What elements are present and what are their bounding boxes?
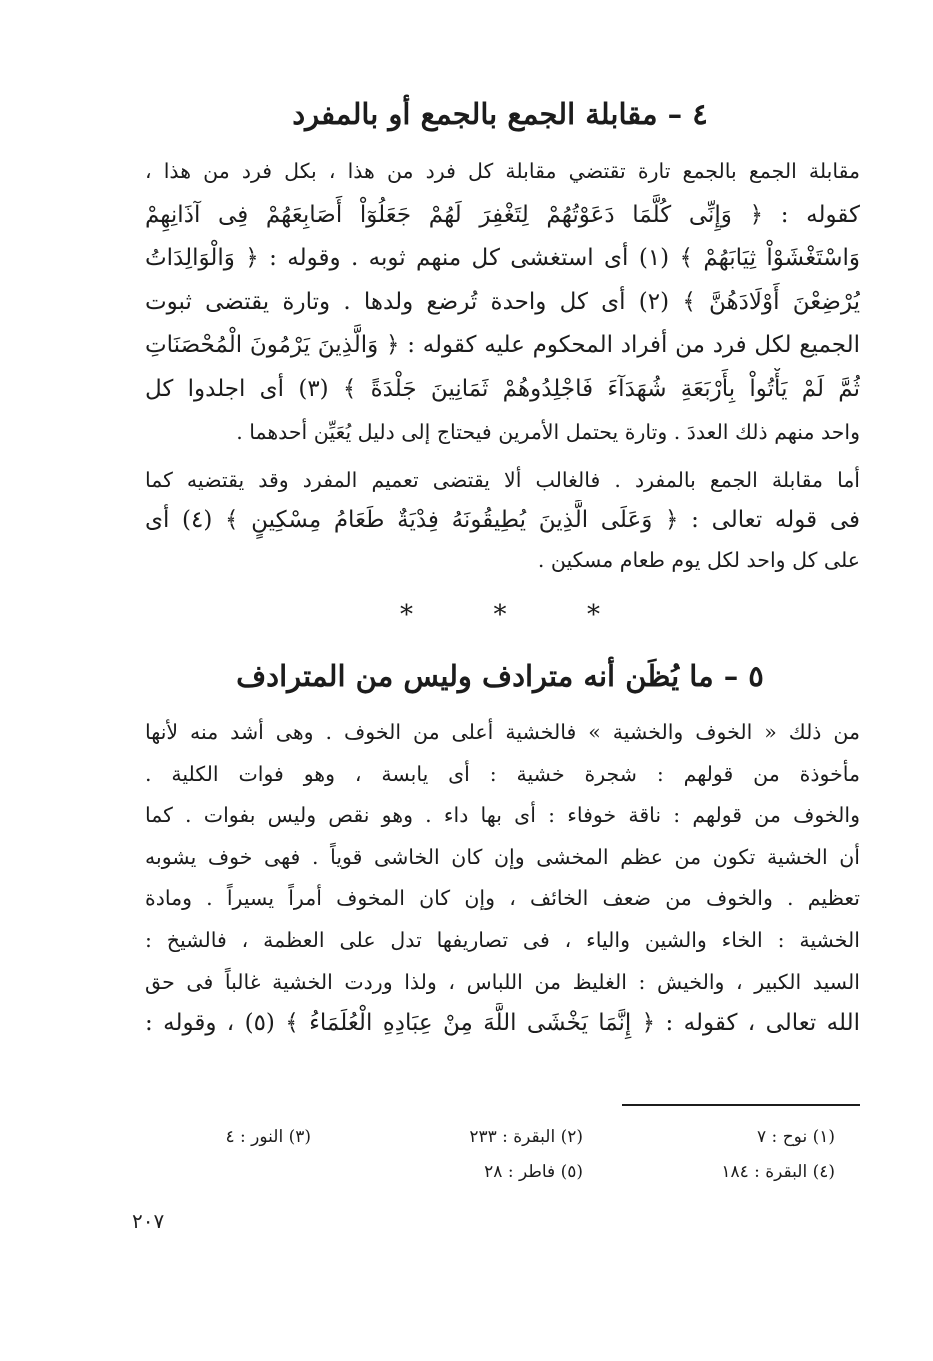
- text-line: على كل واحد لكل يوم طعام مسكين .: [537, 548, 860, 572]
- footnote-2: (٢) البقرة : ٢٣٣: [469, 1127, 583, 1147]
- text-line: مأخوذة من قولهم : شجرة خشية : أى يابسة ، وهو فوات الكلية .: [145, 761, 860, 786]
- text-line: الخشية : الخاء والشين والياء ، فى تصاريفها تدل على العظمة ، فالشيخ :: [145, 927, 860, 952]
- text-line: والخوف من قولهم : ناقة خوفاء : أى بها داء . وهو نقص وليس بفوات . كما: [145, 803, 860, 828]
- section-4-heading: ٤ – مقابلة الجمع بالجمع أو بالمفرد: [292, 97, 708, 131]
- text-line: واحد منهم ذلك العددَ . وتارة يحتمل الأمرين فيحتاج إلى دليل يُعَيِّن أحدهما .: [236, 420, 860, 444]
- text-line: أما مقابلة الجمع بالمفرد . فالغالب ألا يقتضى تعميم المفرد وقد يقتضيه كما: [145, 468, 860, 492]
- asterisk-ornament: *: [400, 600, 413, 630]
- section-5-heading: ٥ – ما يُظَن أنه مترادف وليس من المترادف: [236, 659, 764, 693]
- section-4-paragraph-1: [145, 150, 860, 455]
- text-line: تعظيم . والخوف من ضعف الخائف ، وإن كان المخوف أمراً يسيراً . ومادة: [145, 886, 860, 911]
- footnote-4: (٤) البقرة : ١٨٤: [721, 1162, 835, 1182]
- section-4-paragraph-2: [145, 460, 860, 580]
- footnote-divider: [622, 1104, 860, 1106]
- asterisk-ornament: *: [587, 600, 600, 630]
- text-line: ثُمَّ لَمْ يَأْتُواْ بِأَرْبَعَةِ شُهَدَآءَ فَاجْلِدُوهُمْ ثَمَانِينَ جَلْدَةً ﴾ (٣) أى اجلدوا كل: [145, 375, 860, 402]
- footnote-1: (١) نوح : ٧: [757, 1127, 835, 1147]
- text-line: الجميع لكل فرد من أفراد المحكوم عليه كقوله : ﴿ وَالَّذِينَ يَرْمُونَ الْمُحْصَنَاتِ: [145, 332, 860, 358]
- footnote-5: (٥) فاطر : ٢٨: [484, 1162, 583, 1182]
- text-line: كقوله : ﴿ وَإِنِّى كُلَّمَا دَعَوْتُهُمْ لِتَغْفِرَ لَهُمْ جَعَلُوٓاْ أَصَابِعَهُمْ فِى آذَانِهِمْ: [145, 201, 860, 228]
- footnote-3: (٣) النور : ٤: [225, 1127, 311, 1147]
- text-line: الله تعالى ، كقوله : ﴿ إِنَّمَا يَخْشَى اللَّهَ مِنْ عِبَادِهِ الْعُلَمَاءُ ﴾ (٥) ، وقوله :: [145, 1010, 860, 1037]
- text-line: فى قوله تعالى : ﴿ وَعَلَى الَّذِينَ يُطِيقُونَهُ فِدْيَةٌ طَعَامُ مِسْكِينٍ ﴾ (٤) أى: [145, 507, 860, 533]
- page-number: ٢٠٧: [132, 1209, 165, 1233]
- section-5-paragraph: [145, 712, 860, 1045]
- text-line: السيد الكبير ، والخيش : الغليظ من اللباس ، ولذا وردت الخشية غالباً فى حق: [145, 969, 860, 994]
- text-line: أن الخشية تكون من عظم المخشى وإن كان الخاشى قوياً . فهى خوف يشوبه: [145, 844, 860, 869]
- text-line: يُرْضِعْنَ أَوْلَادَهُنَّ ﴾ (٢) أى كل واحدة تُرضع ولدها . وتارة يقتضى ثبوت: [145, 288, 860, 315]
- text-line: مقابلة الجمع بالجمع تارة تقتضي مقابلة كل فرد من هذا ، بكل فرد من هذا ،: [145, 159, 860, 183]
- text-line: وَاسْتَغْشَوْاْ ثِيَابَهُمْ ﴾ (١) أى استغشى كل منهم ثوبه . وقوله : ﴿ وَالْوَالِدَاتُ: [145, 245, 860, 271]
- asterisk-ornament: *: [493, 600, 507, 630]
- text-line: من ذلك « الخوف والخشية » فالخشية أعلى من الخوف . وهى أشد منه لأنها: [145, 720, 860, 744]
- section-separator: [400, 600, 600, 630]
